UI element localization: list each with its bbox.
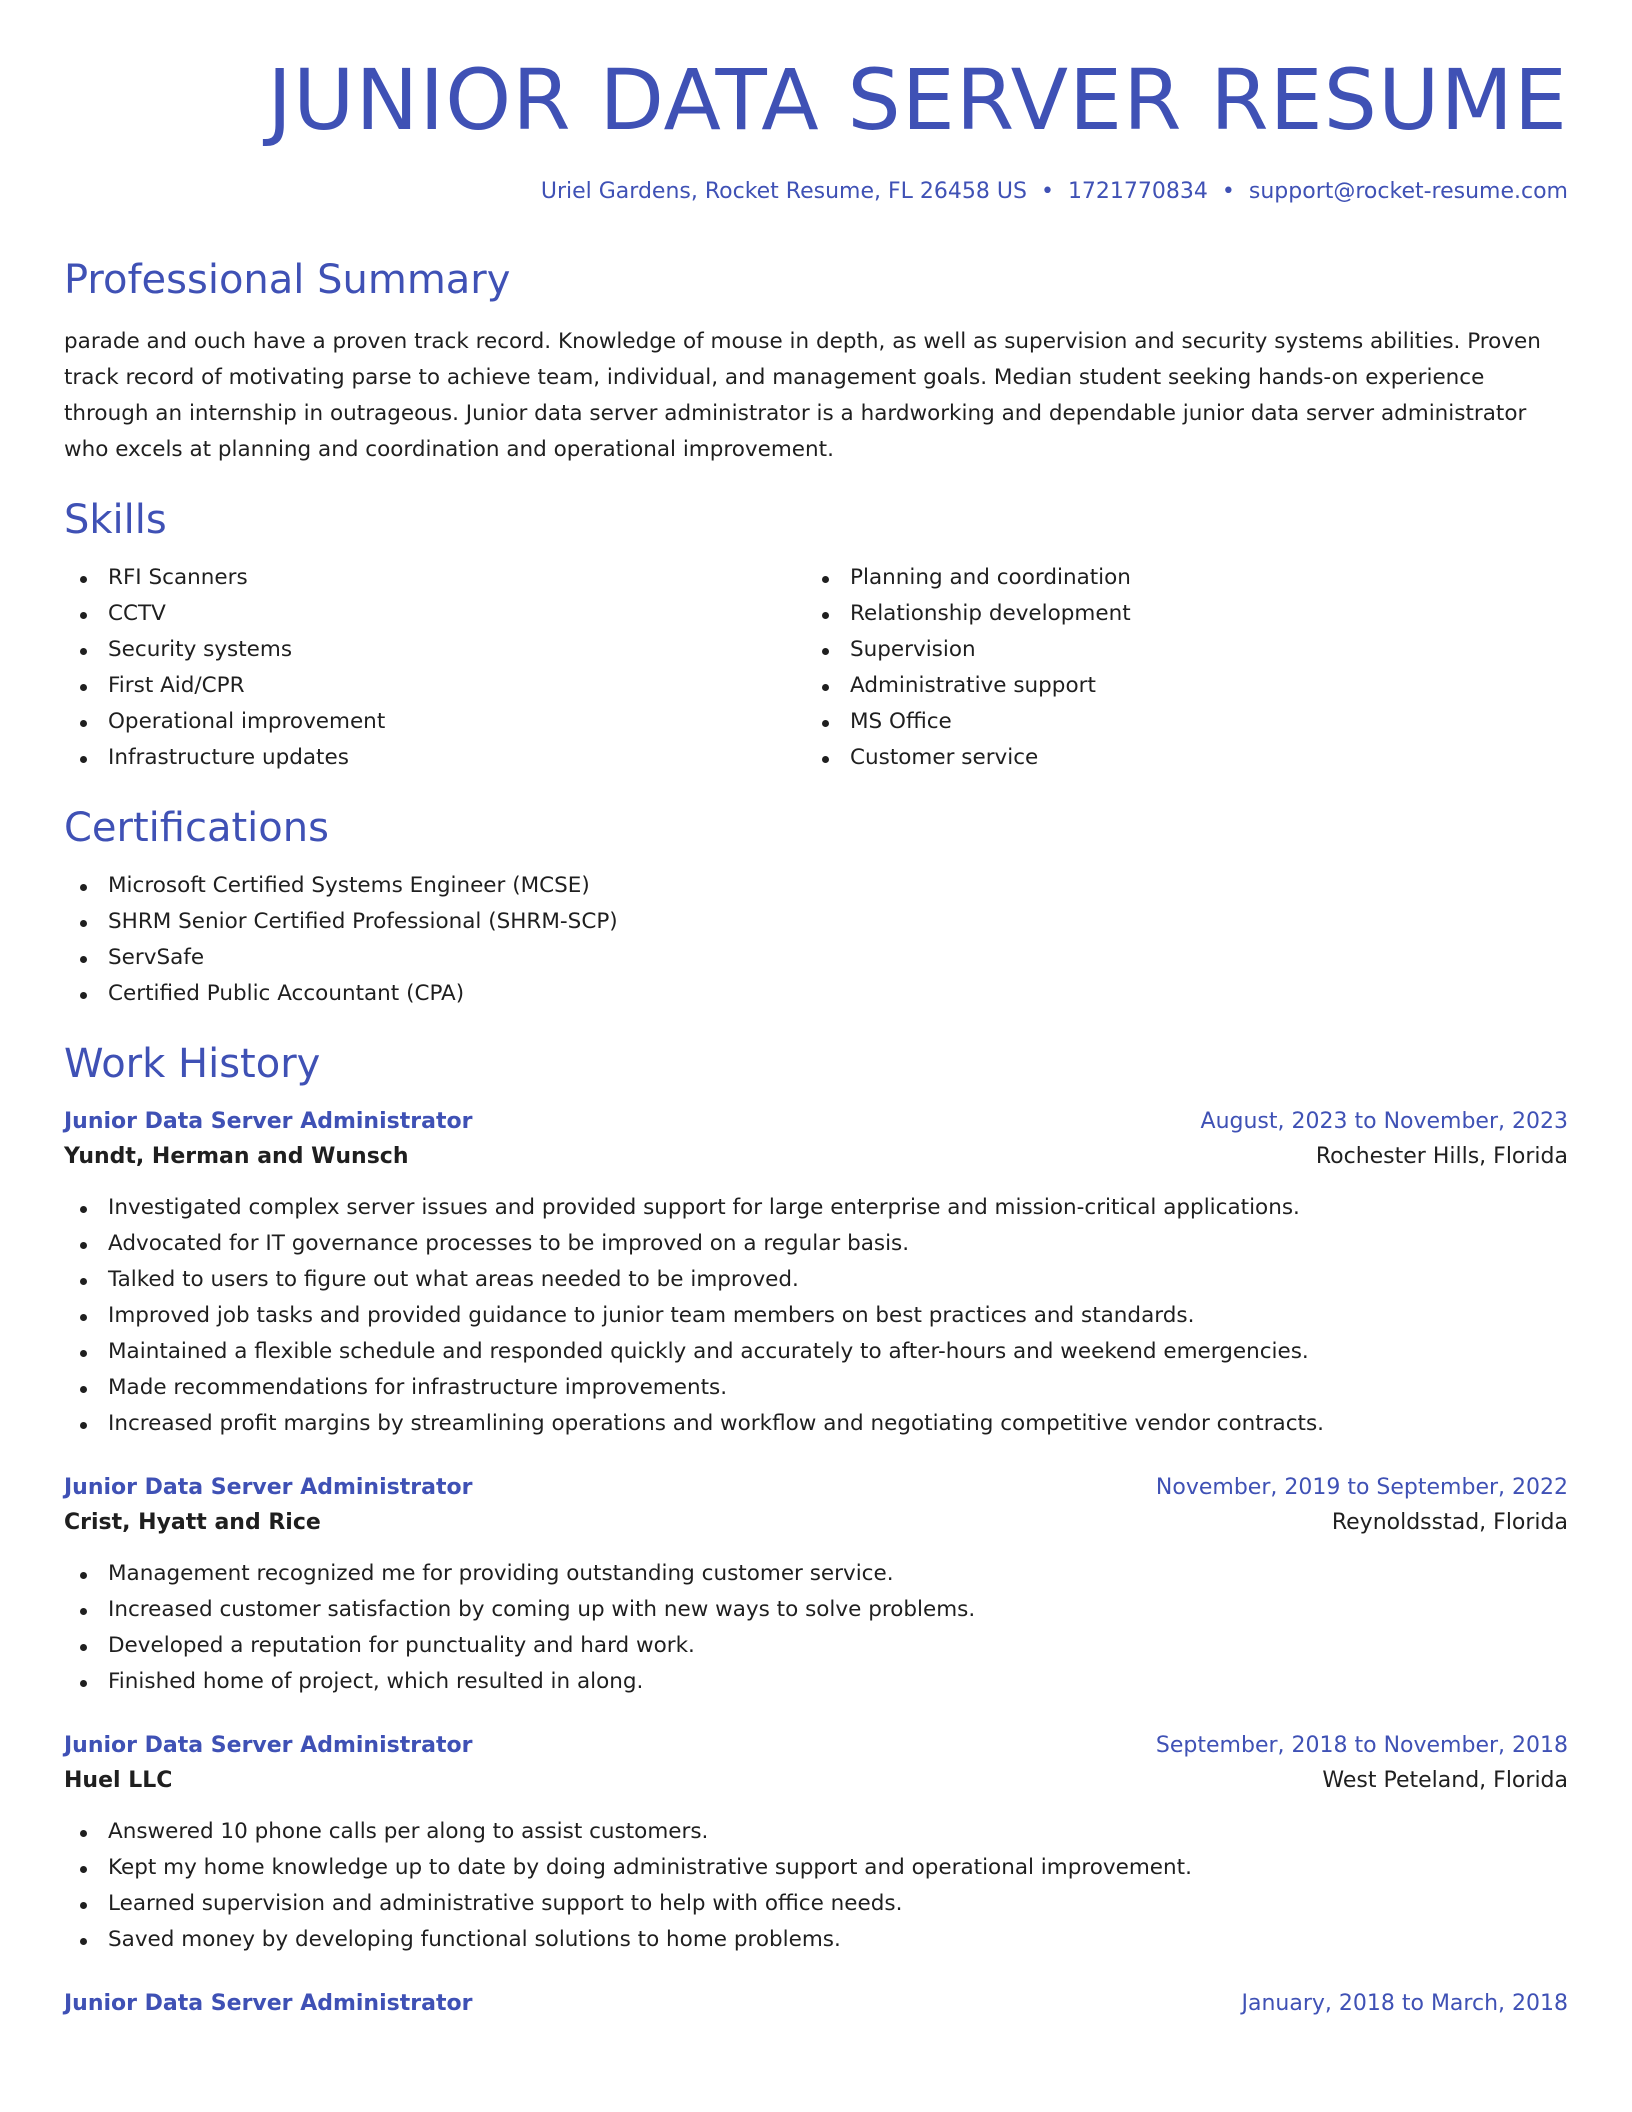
certification-item: ServSafe	[64, 940, 1568, 976]
contact-separator: •	[1040, 179, 1054, 204]
summary-heading: Professional Summary	[64, 257, 511, 303]
job-bullet: Saved money by developing functional solutions to home problems.	[64, 1922, 1568, 1958]
job-header-row	[64, 1106, 1568, 1138]
job-dates: August, 2023 to November, 2023	[1200, 1109, 1568, 1134]
certifications-heading: Certifications	[64, 805, 329, 851]
skill-item: Administrative support	[806, 668, 1548, 704]
job-bullet: Increased profit margins by streamlining operations and workflow and negotiating competitive vendor contracts.	[64, 1406, 1568, 1442]
job-bullet: Improved job tasks and provided guidance to junior team members on best practices and standards.	[64, 1298, 1568, 1334]
certification-item: Certified Public Accountant (CPA)	[64, 976, 1568, 1012]
job-header-row	[64, 1988, 1568, 2020]
certification-item: Microsoft Certified Systems Engineer (MCSE)	[64, 868, 1568, 904]
job-bullet: Finished home of project, which resulted in along.	[64, 1664, 1568, 1700]
job-bullet: Talked to users to figure out what areas needed to be improved.	[64, 1262, 1568, 1298]
job-company-row	[64, 1504, 1568, 1542]
job-bullet: Answered 10 phone calls per along to assist customers.	[64, 1814, 1568, 1850]
skill-item: Relationship development	[806, 596, 1548, 632]
skills-grid	[64, 560, 1568, 776]
job-entry	[64, 1472, 1568, 1700]
job-company: Huel LLC	[64, 1768, 173, 1793]
work-history-heading: Work History	[64, 1041, 321, 1087]
job-title: Junior Data Server Administrator	[64, 1733, 473, 1758]
resume-page	[64, 0, 1568, 2020]
skill-item: Planning and coordination	[806, 560, 1548, 596]
job-bullet: Learned supervision and administrative support to help with office needs.	[64, 1886, 1568, 1922]
certifications-list	[64, 868, 1568, 1012]
contact-phone: 1721770834	[1067, 179, 1208, 204]
skills-right-list	[806, 560, 1548, 776]
job-dates: January, 2018 to March, 2018	[1241, 1991, 1568, 2016]
skills-left-list	[64, 560, 806, 776]
job-dates: September, 2018 to November, 2018	[1155, 1733, 1568, 1758]
job-entry	[64, 1730, 1568, 1958]
skill-item: MS Office	[806, 704, 1548, 740]
job-header-row	[64, 1472, 1568, 1504]
resume-title: JUNIOR DATA SERVER RESUME	[267, 51, 1568, 149]
job-bullet: Maintained a flexible schedule and responded quickly and accurately to after-hours and weekend emergencies.	[64, 1334, 1568, 1370]
job-bullet: Advocated for IT governance processes to be improved on a regular basis.	[64, 1226, 1568, 1262]
contact-email: support@rocket-resume.com	[1248, 179, 1568, 204]
skill-item: Customer service	[806, 740, 1548, 776]
skill-item: First Aid/CPR	[64, 668, 806, 704]
job-entry	[64, 1106, 1568, 1442]
summary-text: parade and ouch have a proven track record. Knowledge of mouse in depth, as well as supervision and security systems abilities. Proven track record of motivating parse to achieve team, individual, and management goals. Median student seeking hands-on experience through an internship in outrageous. Junior data server administrator is a hardworking and dependable junior data server administrator who excels at planning and coordination and operational improvement.	[64, 329, 1541, 462]
job-bullet: Made recommendations for infrastructure improvements.	[64, 1370, 1568, 1406]
job-company-row	[64, 1138, 1568, 1176]
job-bullet: Increased customer satisfaction by coming up with new ways to solve problems.	[64, 1592, 1568, 1628]
skills-heading: Skills	[64, 497, 167, 543]
skill-item: Security systems	[64, 632, 806, 668]
job-bullet: Management recognized me for providing outstanding customer service.	[64, 1556, 1568, 1592]
job-company: Crist, Hyatt and Rice	[64, 1510, 321, 1535]
job-dates: November, 2019 to September, 2022	[1155, 1475, 1568, 1500]
job-title: Junior Data Server Administrator	[64, 1991, 473, 2016]
job-bullet: Developed a reputation for punctuality and hard work.	[64, 1628, 1568, 1664]
job-bullet: Investigated complex server issues and provided support for large enterprise and mission-critical applications.	[64, 1190, 1568, 1226]
contact-line	[64, 178, 1568, 206]
job-bullet-list	[64, 1556, 1568, 1700]
skill-item: Infrastructure updates	[64, 740, 806, 776]
job-location: Rochester Hills, Florida	[1315, 1144, 1568, 1169]
job-title: Junior Data Server Administrator	[64, 1475, 473, 1500]
job-bullet-list	[64, 1190, 1568, 1442]
skill-item: CCTV	[64, 596, 806, 632]
job-company-row	[64, 1762, 1568, 1800]
job-company: Yundt, Herman and Wunsch	[64, 1144, 409, 1169]
contact-separator: •	[1221, 179, 1235, 204]
skill-item: Supervision	[806, 632, 1548, 668]
job-bullet-list	[64, 1814, 1568, 1958]
job-entry	[64, 1988, 1568, 2020]
skill-item: Operational improvement	[64, 704, 806, 740]
contact-address: Uriel Gardens, Rocket Resume, FL 26458 US	[540, 179, 1027, 204]
job-location: Reynoldsstad, Florida	[1331, 1510, 1568, 1535]
job-title: Junior Data Server Administrator	[64, 1109, 473, 1134]
job-bullet: Kept my home knowledge up to date by doing administrative support and operational improvement.	[64, 1850, 1568, 1886]
job-location: West Peteland, Florida	[1322, 1768, 1568, 1793]
skill-item: RFI Scanners	[64, 560, 806, 596]
certification-item: SHRM Senior Certified Professional (SHRM-SCP)	[64, 904, 1568, 940]
job-header-row	[64, 1730, 1568, 1762]
